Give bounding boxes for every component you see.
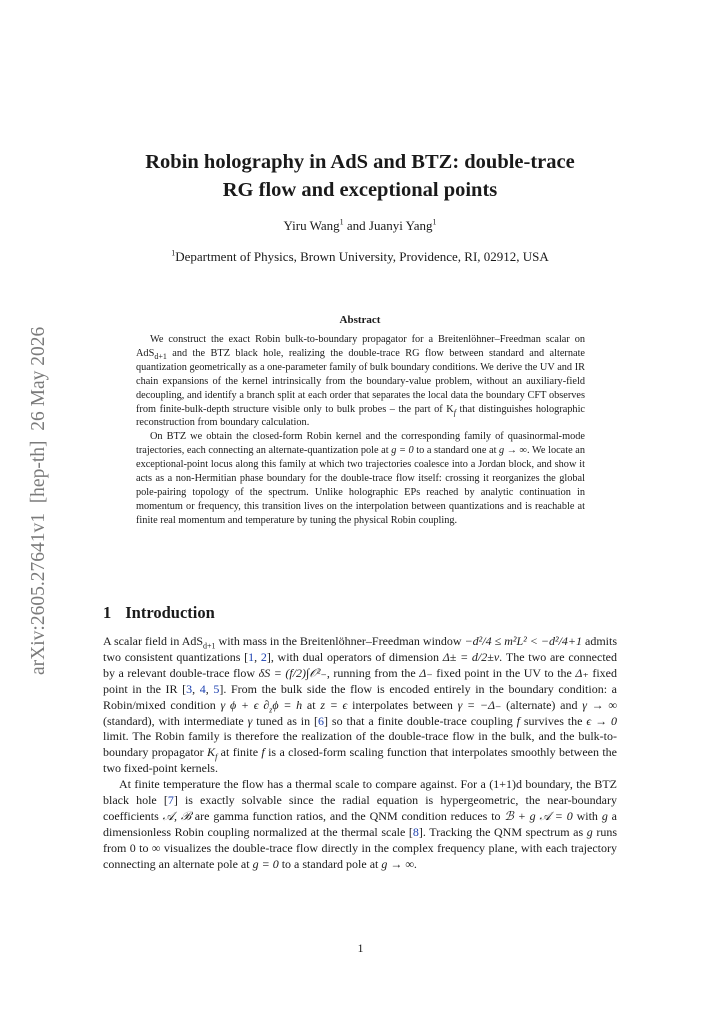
body-text: ] is exactly solvable since the radial equation is hypergeometric, the near-boundary coefficients [103, 793, 617, 823]
math-inline: Δ₊ [575, 665, 589, 680]
body-text: . [413, 856, 417, 871]
body-text: runs from 0 to ∞ visualizes the double-trace flow directly in the complex frequency plane, with each trajectory connecting an alternate pole at [103, 824, 617, 871]
body-text: ] so that a finite double-trace coupling [324, 713, 517, 728]
body-text: fixed point in the IR [ [103, 665, 618, 696]
math-inline: g [601, 808, 608, 823]
math-inline: z = ϵ [320, 697, 348, 712]
affiliation-marker: 1 [339, 217, 344, 227]
body-text: limit. The Robin family is therefore the realization of the double-trace flow in the bulk, and the bulk-to-boundary propagator [103, 729, 617, 760]
body-text: , running from the [326, 665, 420, 680]
math-inline: γ → ∞ [582, 697, 617, 712]
author-name: Juanyi Yang [368, 218, 433, 233]
affiliation-marker: 1 [432, 217, 437, 227]
math-inline: δS = (f/2)∫𝒪²₋ [258, 665, 327, 680]
author-list [100, 218, 620, 234]
abstract-heading: Abstract [339, 314, 381, 326]
body-text: at [302, 697, 321, 712]
math-inline: f [261, 745, 265, 760]
math-subscript: f [453, 407, 456, 417]
math-subscript: f [215, 752, 218, 762]
math-inline: g → ∞ [499, 445, 528, 457]
arxiv-stamp-svg [22, 290, 52, 680]
body-text: , [205, 681, 214, 696]
abstract-text: to a standard one at [413, 445, 500, 457]
abstract-text: . We locate an exceptional-point locus along this family at which two trajectories coalesce into a Jordan block, and show it acts as a non-Hermitian phase boundary for the double-trace flow itself: crossing it reorganizes the global pole-pairing topology of the spectrum. Unlike holographic EPs reached by analytic continuation in momentum or frequency, this transition lives on the interpolation between quantizations and is reachable at finite real momentum and temperature by tuning the physical Robin coupling. [136, 445, 585, 526]
body-text: (standard), with intermediate [103, 713, 248, 728]
body-paragraph [103, 777, 617, 872]
citation-link[interactable]: 6 [318, 713, 325, 728]
abstract-text: and the BTZ black hole, realizing the double-trace RG flow between standard and alternate quantization geometrically as a one-parameter family of bulk boundary conditions. We derive the UV and IR chain expansions of the kernel intrinsically from the boundary-value problem, without an auxiliary-field decoupling, and identify a branch split at each order that separates the local data the boundary CFT observes from finite-bulk-depth structure visible only to bulk probes – the part of K [136, 347, 585, 415]
math-inline: −d²/4 ≤ m²L² < −d²/4+1 [464, 634, 582, 648]
math-inline: γ ϕ + ϵ ∂ [220, 697, 270, 712]
body-text: with mass in the Breitenlöhner–Freedman window [215, 634, 465, 648]
math-inline: ϵ → 0 [586, 713, 617, 728]
body-text: with [572, 808, 602, 823]
body-text: ]. From the bulk side the flow is encoded entirely in the boundary condition: a Robin/mixed condition [103, 681, 617, 712]
arxiv-identifier: arXiv:2605.27641v1 [hep-th] 26 May 2026 [28, 326, 49, 675]
math-inline: γ = −Δ₋ [457, 697, 502, 712]
citation-link[interactable]: 5 [213, 681, 220, 696]
abstract-text: We construct the exact Robin bulk-to-boundary propagator for a Breitenlöhner–Freedman scalar on AdS [136, 334, 585, 359]
math-inline: γ [247, 713, 253, 728]
body-text: admits two consistent quantizations [ [103, 634, 618, 664]
body-text: is a closed-form scaling function that interpolates smoothly between the two fixed-point kernels. [103, 745, 617, 776]
section-number: 1 [103, 603, 112, 622]
body-text: tuned as in [ [252, 713, 319, 728]
affiliation-text: Department of Physics, Brown University, Providence, RI, 02912, USA [175, 249, 549, 264]
math-inline: ϕ = h [272, 697, 303, 712]
abstract-text: that distinguishes holographic reconstruction from boundary calculation. [136, 403, 586, 429]
body-text: at finite [217, 745, 262, 760]
math-inline: g → ∞ [381, 856, 414, 871]
body-text: a dimensionless Robin coupling normalized at the thermal scale [ [103, 808, 618, 839]
body-text: ]. Tracking the QNM spectrum as [418, 824, 587, 839]
citation-link[interactable]: 2 [260, 649, 267, 664]
body-text: are gamma function ratios, and the QNM condition reduces to [190, 808, 505, 823]
abstract-text: On BTZ we obtain the closed-form Robin kernel and the corresponding family of quasinormal-mode trajectories, each connecting an alternate-quantization pole at [136, 431, 585, 457]
abstract-body [136, 333, 585, 528]
body-text: At finite temperature the flow has a thermal scale to compare against. For a (1+1)d boundary, the BTZ black hole [ [103, 777, 617, 808]
math-inline: g = 0 [252, 856, 279, 871]
title-line-2: RG flow and exceptional points [222, 179, 498, 201]
body-text: fixed point in the UV to the [432, 665, 576, 680]
citation-link[interactable]: 3 [186, 681, 193, 696]
math-subscript: d+1 [203, 641, 216, 651]
affiliation-marker: 1 [171, 248, 176, 258]
affiliation [100, 249, 620, 265]
author-name: Yiru Wang [283, 218, 340, 233]
math-inline: 𝒜, ℬ [162, 808, 191, 823]
body-text: (alternate) and [501, 697, 583, 712]
body-text: to a standard pole at [278, 856, 382, 871]
math-subscript: d+1 [154, 351, 167, 361]
body-paragraph [103, 634, 617, 777]
body-text: . The two are connected by a relevant double-trace flow [103, 649, 617, 680]
body-text: ], with dual operators of dimension [266, 649, 443, 664]
body-text: interpolates between [347, 697, 458, 712]
abstract-paragraph [136, 333, 585, 430]
abstract-paragraph [136, 430, 585, 527]
math-inline: Δ± = d/2±ν [442, 649, 500, 664]
section-title: Introduction [125, 603, 215, 622]
body-text: survives the [519, 713, 587, 728]
citation-link[interactable]: 4 [199, 681, 206, 696]
citation-link[interactable]: 8 [412, 824, 419, 839]
math-inline: K [207, 745, 216, 760]
citation-link[interactable]: 7 [167, 793, 174, 808]
arxiv-side-stamp [22, 290, 52, 680]
body-text: , [254, 649, 261, 664]
page-number: 1 [357, 941, 364, 955]
math-inline: f [516, 713, 520, 728]
citation-link[interactable]: 1 [248, 649, 255, 664]
math-inline: ℬ + g 𝒜 = 0 [504, 808, 573, 823]
section-heading [103, 603, 215, 623]
math-inline: g [586, 824, 593, 839]
math-subscript: z [269, 705, 273, 715]
paper-title [100, 148, 620, 204]
math-inline: g = 0 [391, 445, 414, 457]
body-text: A scalar field in AdS [103, 634, 204, 648]
introduction-body [103, 634, 617, 873]
math-inline: Δ₋ [419, 665, 433, 680]
body-text: , [192, 681, 200, 696]
title-line-1: Robin holography in AdS and BTZ: double-trace [145, 151, 575, 173]
author-conjunction: and [343, 218, 369, 233]
